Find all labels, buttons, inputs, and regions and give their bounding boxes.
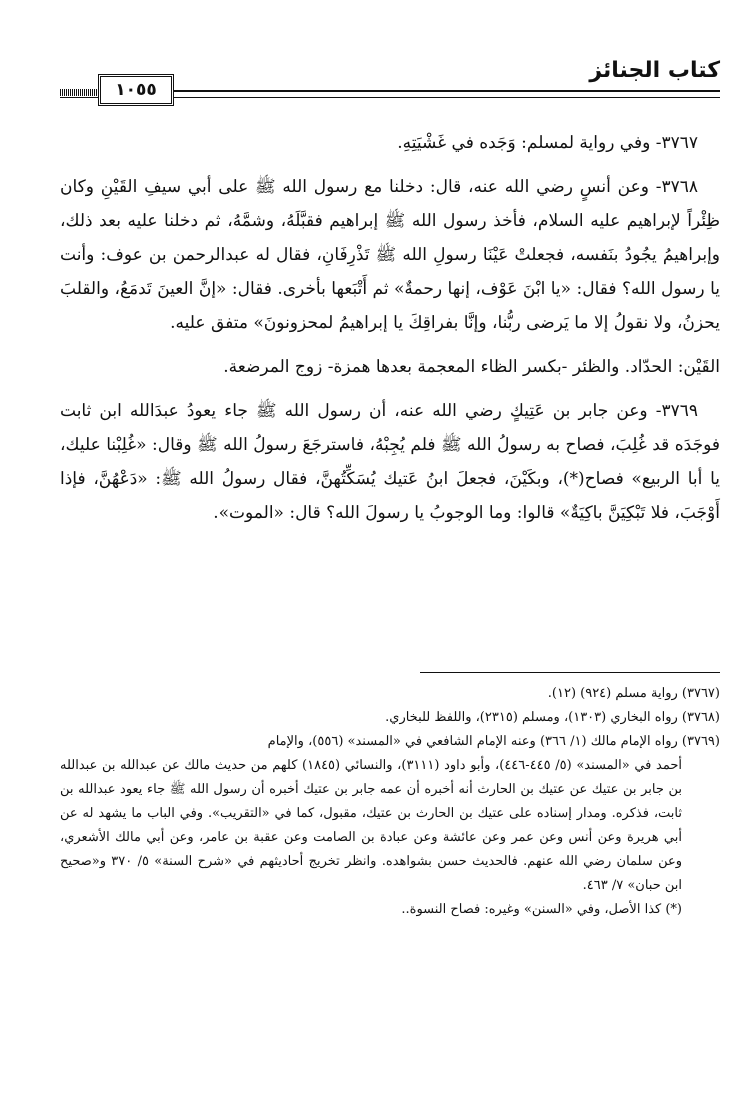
footnote-star: (*) كذا الأصل، وفي «السنن» وغيره: فصاح النسوة..: [401, 902, 682, 917]
header-rule-ornament: [60, 89, 98, 96]
hadith-3768: ٣٧٦٨- وعن أنسٍ رضي الله عنه، قال: دخلنا مع رسول الله ﷺ على أبي سيفِ القَيْنِ وكان ظِئْراً لإبراهيم عليه السلام، فأخذ رسول الله ﷺ إبراهيم فقبَّلَهُ، وشمَّهُ، ثم دخلنا عليه بعد ذلك، وإبراهيمُ يجُودُ بنَفسه، فجعلتْ عَيْنَا رسولِ الله ﷺ تَذْرِفَانِ، فقال له عبدالرحمن بن عوف: وأنت يا رسول الله؟ فقال: «يا ابْنَ عَوْف، إنها رحمةٌ» ثم أَتْبَعها بأخرى. فقال: «إنَّ العينَ تَدمَعُ، والقلبَ يحزنُ، ولا نقولُ إلا ما يَرضى ربُّنا، وإنَّا بفراقِكَ يا إبراهيمُ لمحزونونَ» متفق عليه.: [60, 177, 720, 333]
footnote-divider: [420, 672, 720, 673]
footnote-3769-first-line: (٣٧٦٩) رواه الإمام مالك (١/ ٣٦٦) وعنه الإمام الشافعي في «المسند» (٥٥٦)، والإمام: [267, 734, 720, 749]
hadith-3769: ٣٧٦٩- وعن جابر بن عَتِيكٍ رضي الله عنه، أن رسول الله ﷺ جاء يعودُ عبدَالله ابن ثابت فوجَدَه قد غُلِبَ، فصاح به رسولُ الله ﷺ فلم يُجِبْهُ، فاسترجَعَ رسولُ الله ﷺ وقال: «غُلِبْنا عليك، يا أبا الربيع» فصاح(*)، وبكَيْنَ، فجعلَ ابنُ عَتيك يُسَكِّتُهنَّ، فقال رسولُ الله ﷺ: «دَعْهُنَّ، فإذا أَوْجَبَ، فلا تَبْكِيَنَّ باكِيَةٌ» قالوا: وما الوجوبُ يا رسولَ الله؟ قال: «الموت».: [60, 401, 720, 523]
footnote-3767: (٣٧٦٧) رواية مسلم (٩٢٤) (١٢).: [547, 686, 720, 701]
book-title: كتاب الجنائز: [589, 58, 720, 83]
page-header: [60, 40, 720, 100]
gloss-note: القَيْن: الحدّاد. والظئر -بكسر الظاء المعجمة بعدها همزة- زوج المرضعة.: [223, 357, 720, 377]
footnote-3769-continuation: أحمد في «المسند» (٥/ ٤٤٥-٤٤٦)، وأبو داود (٣١١١)، والنسائي (١٨٤٥) كلهم من حديث مالك عن عبدالله بن عبدالله بن جابر بن عتيك عن عتيك بن الحارث أنه أخبره أن عمه جابر بن عتيك أخبره أن رسول الله ﷺ جاء يعود عبدالله بن ثابت، فذكره. ومدار إسناده على عتيك بن الحارث بن عتيك، مقبول، كما في «التقريب». وفي الباب ما يشهد له عن أبي هريرة وعن أنس وعن عمر وعن عائشة وعن عبادة بن الصامت وعن عقبة بن عامر، وعن أبي مالك الأشعري، وعن سلمان رضي الله عنهم. فالحديث حسن بشواهده. وانظر تخريج أحاديثهم في «شرح السنة» ٥/ ٣٧٠ و«صحيح ابن حبان» ٧/ ٤٦٣.: [60, 758, 683, 893]
main-text: [60, 126, 720, 540]
page-number: ١٠٥٥: [98, 74, 174, 106]
document-page: [60, 40, 720, 1060]
footnote-3768: (٣٧٦٨) رواه البخاري (١٣٠٣)، ومسلم (٢٣١٥)، واللفظ للبخاري.: [385, 710, 720, 725]
hadith-3767: ٣٧٦٧- وفي رواية لمسلم: وَجَده في غَشْيَتِهِ.: [397, 133, 698, 153]
footnotes: [60, 682, 720, 922]
